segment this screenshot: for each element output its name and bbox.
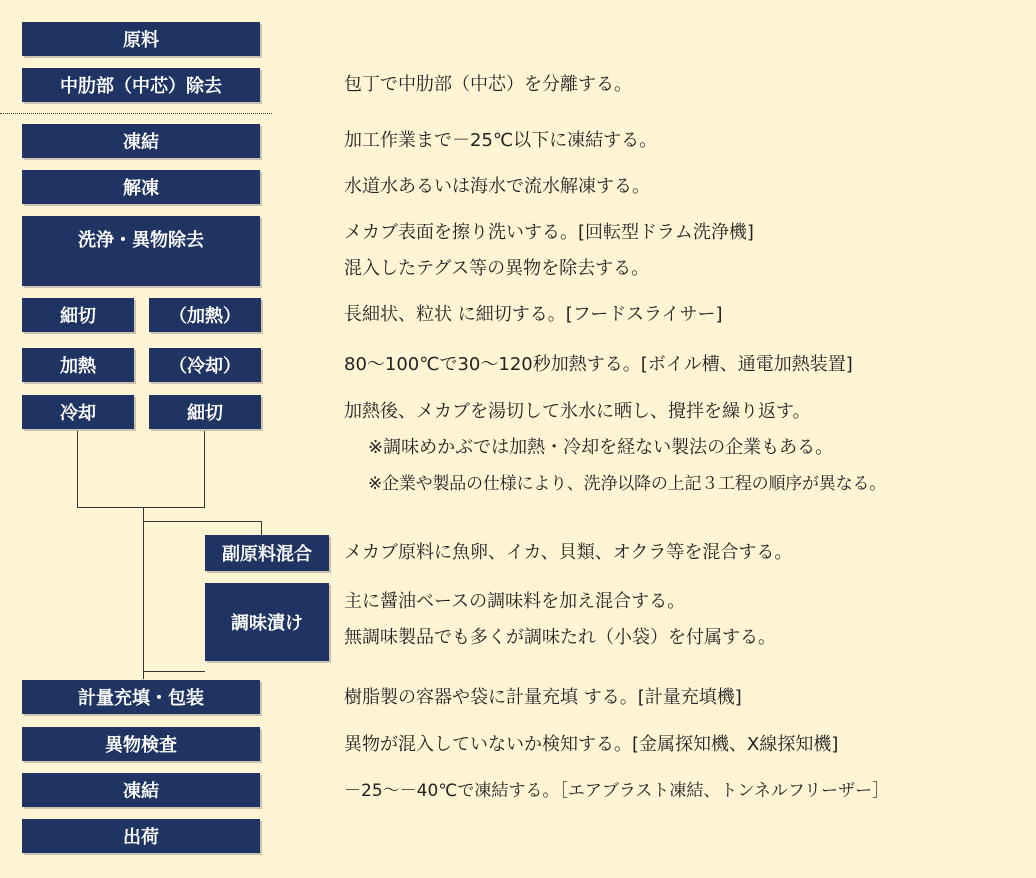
step-cutting-right: 細切 [149,395,261,429]
step-seasoning: 調味漬け [205,583,329,661]
desc-thawing: 水道水あるいは海水で流水解凍する。 [344,176,650,197]
desc-weighing-packing: 樹脂製の容器や袋に計量充填 する。[計量充填機] [344,687,742,708]
desc-seasoning-1: 主に醤油ベースの調味料を加え混合する。 [344,591,686,612]
step-cooling-optional: （冷却） [149,348,261,382]
desc-auxiliary-mixing: メカブ原料に魚卵、イカ、貝類、オクラ等を混合する。 [344,542,793,563]
step-auxiliary-mixing: 副原料混合 [205,535,329,571]
connector-merge-horizontal [77,507,205,508]
desc-washing-2: 混入したテグス等の異物を除去する。 [344,258,650,279]
step-washing-foreign-removal: 洗浄・異物除去 [22,216,260,286]
step-weighing-packing: 計量充填・包装 [22,680,260,714]
desc-foreign-inspection: 異物が混入していないか検知する。[金属探知機、X線探知機] [344,734,839,755]
desc-cooling-note-2: ※企業や製品の仕様により、洗浄以降の上記３工程の順序が異なる。 [368,474,887,494]
desc-cooling-1: 加熱後、メカブを湯切して氷水に晒し、攪拌を繰り返す。 [344,401,811,422]
step-foreign-inspection: 異物検査 [22,727,260,761]
desc-cutting: 長細状、粒状 に細切する。[フードスライサー] [344,304,723,325]
separator-dotted-line [0,113,272,114]
step-cooling-left: 冷却 [22,395,134,429]
desc-washing-1: メカブ表面を擦り洗いする。[回転型ドラム洗浄機] [344,222,754,243]
connector-bypass-side [261,521,262,535]
connector-bypass-bottom [143,671,205,672]
step-raw-material: 原料 [22,22,260,56]
connector-right-branch [204,430,205,508]
step-heating-optional: （加熱） [149,298,261,332]
step-cutting-left: 細切 [22,298,134,332]
step-heating-left: 加熱 [22,348,134,382]
step-freezing-1: 凍結 [22,124,260,158]
desc-midrib-removal: 包丁で中肋部（中芯）を分離する。 [344,74,632,95]
desc-heating: 80～100℃で30～120秒加熱する。[ボイル槽、通電加熱装置] [344,354,853,375]
desc-seasoning-2: 無調味製品でも多くが調味たれ（小袋）を付属する。 [344,627,776,648]
step-freezing-2: 凍結 [22,773,260,807]
step-midrib-removal: 中肋部（中芯）除去 [22,68,260,102]
connector-main-vertical [143,507,144,679]
desc-freezing-2: －25～－40℃で凍結する。［エアブラスト凍結、トンネルフリーザー］ [344,781,890,801]
step-shipping: 出荷 [22,819,260,853]
desc-cooling-note-1: ※調味めかぶでは加熱・冷却を経ない製法の企業もある。 [368,437,834,458]
connector-bypass-top [143,521,262,522]
desc-freezing-1: 加工作業まで－25℃以下に凍結する。 [344,130,658,151]
connector-left-branch [77,430,78,508]
step-thawing: 解凍 [22,170,260,204]
